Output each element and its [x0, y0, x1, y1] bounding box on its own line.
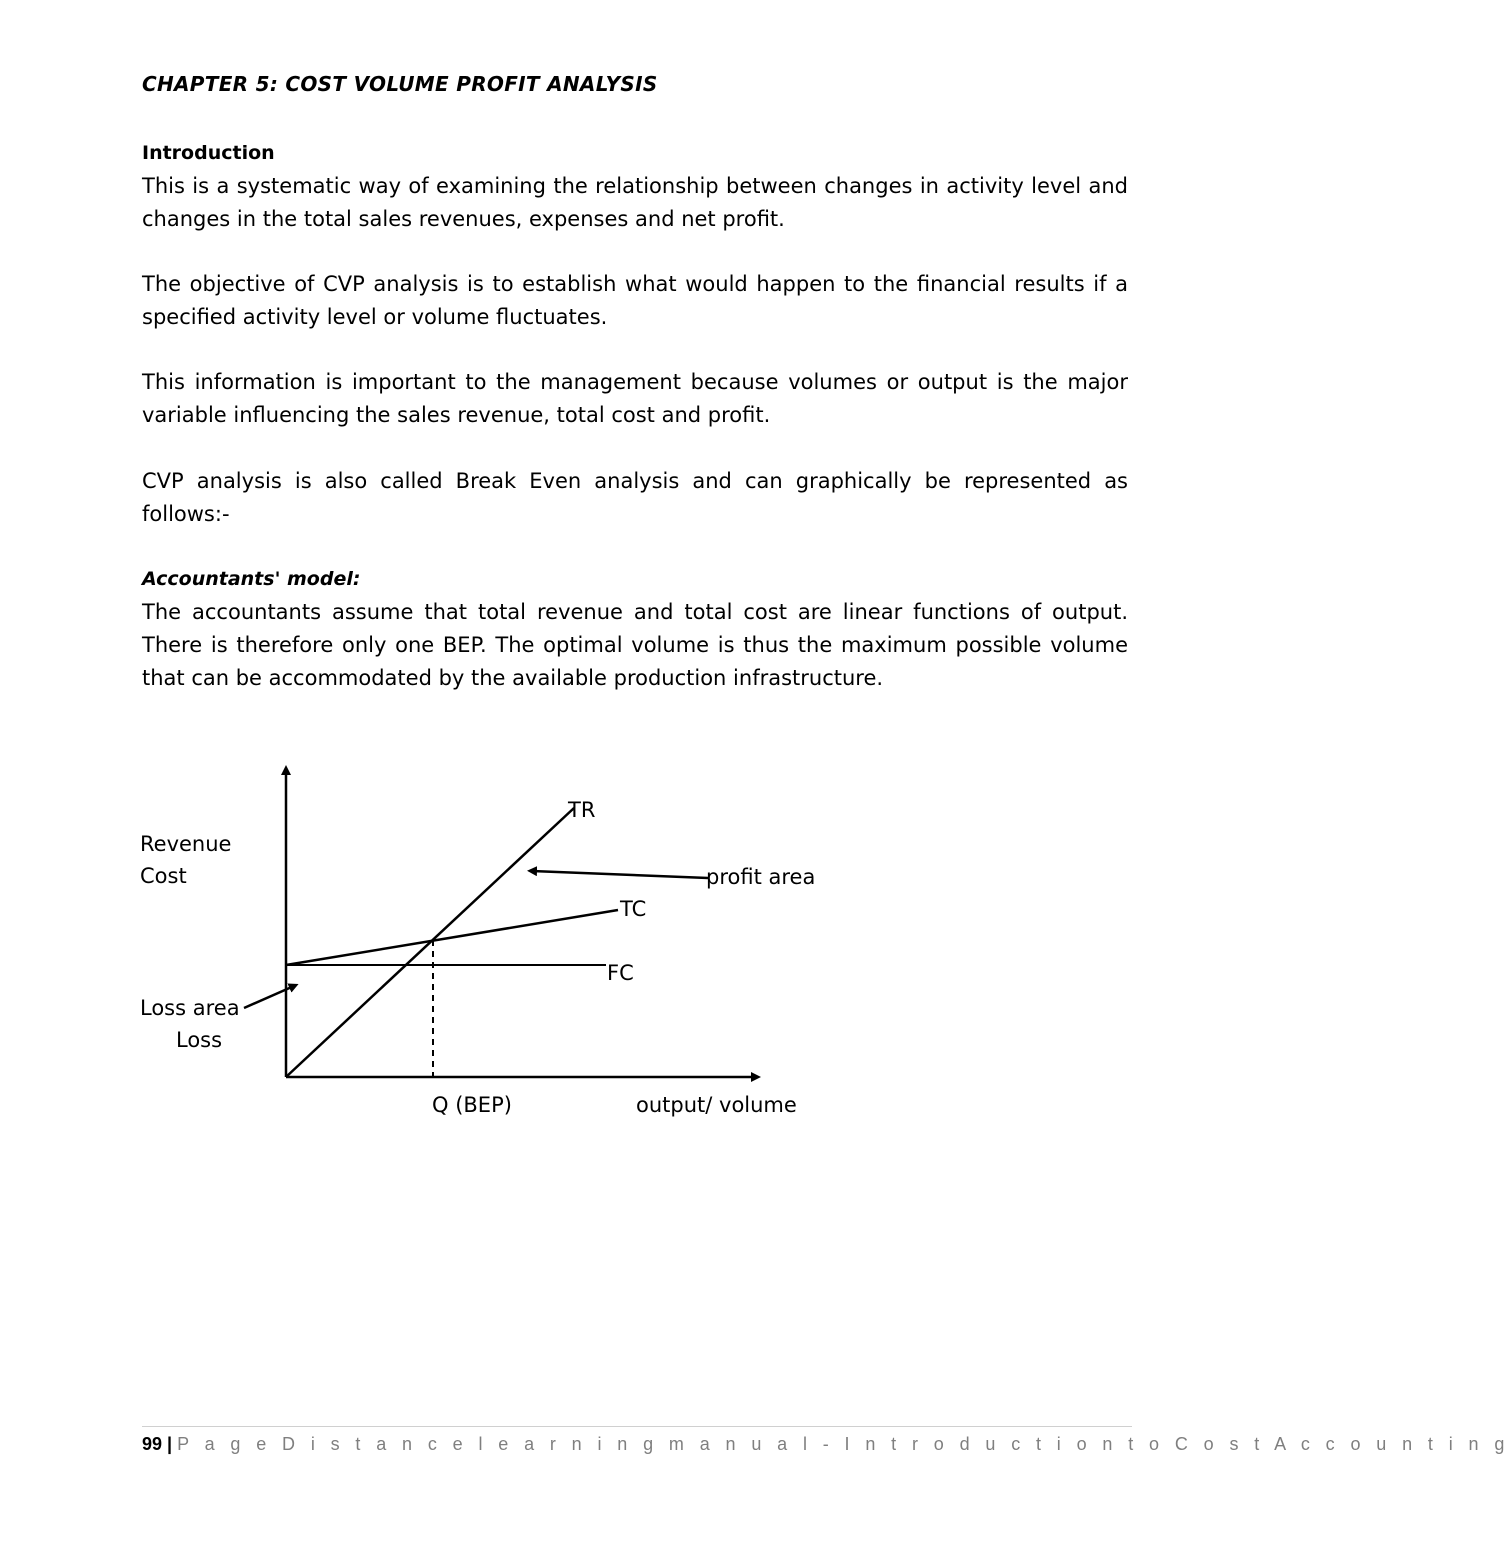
- bep-label: Q (BEP): [432, 1093, 512, 1117]
- page-number: 99: [142, 1434, 163, 1454]
- profit-area-arrow: [532, 871, 708, 878]
- footer-text: P a g e D i s t a n c e l e a r n i n g m a n u a l - I n t r o d u c t i o n t o C o s t A c c o u n t i n g: [177, 1434, 1510, 1454]
- x-axis-label: output/ volume: [636, 1093, 797, 1117]
- profit-area-label: profit area: [706, 865, 816, 889]
- y-axis-label-cost: Cost: [140, 864, 187, 888]
- footer-divider: [142, 1426, 1132, 1427]
- introduction-heading: Introduction: [142, 142, 275, 164]
- intro-paragraph-3: This information is important to the management because volumes or output is the major variable influencing the sales revenue, total cost and profit.: [142, 370, 1128, 427]
- tc-label: TC: [620, 897, 647, 921]
- footer-separator: |: [167, 1434, 173, 1454]
- fc-label: FC: [607, 961, 634, 985]
- page-footer: [142, 1434, 1510, 1455]
- accountants-model-paragraph: The accountants assume that total revenue and total cost are linear functions of output. There is therefore only one BEP. The optimal volume is thus the maximum possible volume that can be accommodated by the available production infrastructure.: [142, 600, 1128, 690]
- accountants-model-heading: Accountants' model:: [142, 568, 361, 590]
- total-revenue-line: [286, 808, 574, 1077]
- intro-paragraph-2: The objective of CVP analysis is to establish what would happen to the financial results if a specified activity level or volume fluctuates.: [142, 272, 1128, 329]
- intro-paragraph-1: This is a systematic way of examining the relationship between changes in activity level and changes in the total sales revenues, expenses and net profit.: [142, 174, 1128, 231]
- intro-paragraph-4: CVP analysis is also called Break Even analysis and can graphically be represented as follows:-: [142, 469, 1128, 526]
- y-axis-label-revenue: Revenue: [140, 832, 232, 856]
- chapter-title: CHAPTER 5: COST VOLUME PROFIT ANALYSIS: [142, 72, 658, 96]
- loss-label: Loss: [176, 1028, 223, 1052]
- total-cost-line: [286, 910, 618, 965]
- tr-label: TR: [568, 798, 596, 822]
- loss-area-label: Loss area: [140, 996, 240, 1020]
